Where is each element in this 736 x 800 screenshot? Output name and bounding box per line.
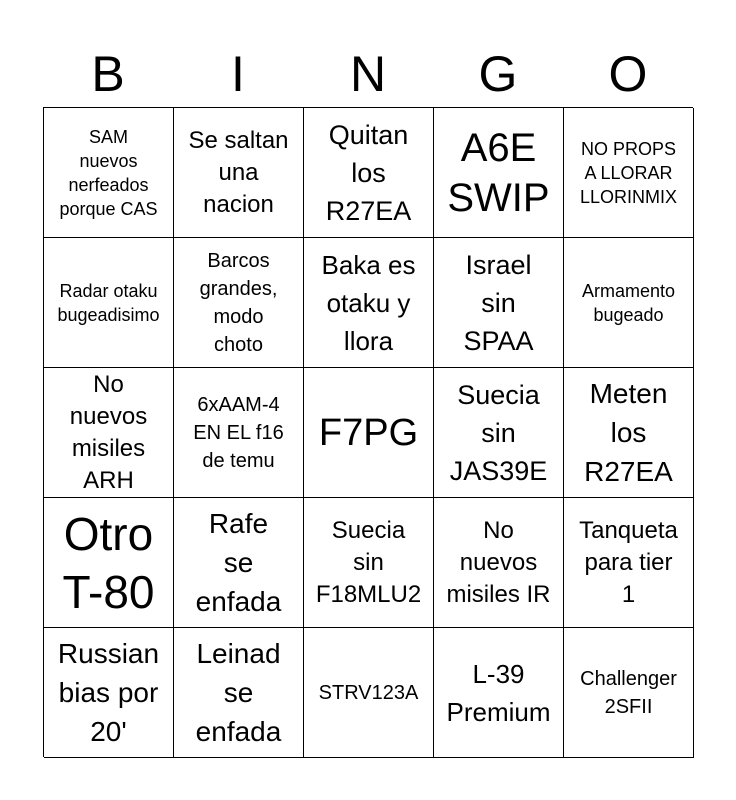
bingo-cell[interactable]: Otro T-80	[44, 498, 174, 628]
bingo-cell[interactable]: Leinad se enfada	[174, 628, 304, 758]
header-letter-n: N	[349, 46, 387, 102]
header-letter-b: B	[91, 46, 125, 102]
bingo-cell[interactable]: Rafe se enfada	[174, 498, 304, 628]
header-letter-i: I	[231, 46, 245, 102]
bingo-cell[interactable]: Radar otaku bugeadisimo	[44, 238, 174, 368]
bingo-cell[interactable]: STRV123A	[304, 628, 434, 758]
bingo-cell[interactable]: 6xAAM-4 EN EL f16 de temu	[174, 368, 304, 498]
bingo-cell[interactable]: Baka es otaku y llora	[304, 238, 434, 368]
bingo-cell[interactable]: Barcos grandes, modo choto	[174, 238, 304, 368]
bingo-cell[interactable]: No nuevos misiles IR	[434, 498, 564, 628]
bingo-cell[interactable]: Meten los R27EA	[564, 368, 694, 498]
bingo-cell[interactable]: Tanqueta para tier 1	[564, 498, 694, 628]
bingo-cell[interactable]: Suecia sin F18MLU2	[304, 498, 434, 628]
bingo-cell[interactable]: Israel sin SPAA	[434, 238, 564, 368]
bingo-cell[interactable]: Challenger 2SFII	[564, 628, 694, 758]
header-letter-o: O	[608, 46, 648, 102]
bingo-cell[interactable]: Quitan los R27EA	[304, 108, 434, 238]
header-letter-g: G	[478, 46, 518, 102]
bingo-cell[interactable]: Suecia sin JAS39E	[434, 368, 564, 498]
bingo-cell[interactable]: A6E SWIP	[434, 108, 564, 238]
bingo-cell[interactable]: Armamento bugeado	[564, 238, 694, 368]
bingo-cell[interactable]: No nuevos misiles ARH	[44, 368, 174, 498]
bingo-cell[interactable]: SAM nuevos nerfeados porque CAS	[44, 108, 174, 238]
bingo-cell[interactable]: Russian bias por 20'	[44, 628, 174, 758]
bingo-cell[interactable]: L-39 Premium	[434, 628, 564, 758]
bingo-board	[43, 107, 693, 757]
bingo-cell[interactable]: F7PG	[304, 368, 434, 498]
bingo-header	[43, 40, 693, 108]
bingo-cell[interactable]: NO PROPS A LLORAR LLORINMIX	[564, 108, 694, 238]
bingo-cell[interactable]: Se saltan una nacion	[174, 108, 304, 238]
